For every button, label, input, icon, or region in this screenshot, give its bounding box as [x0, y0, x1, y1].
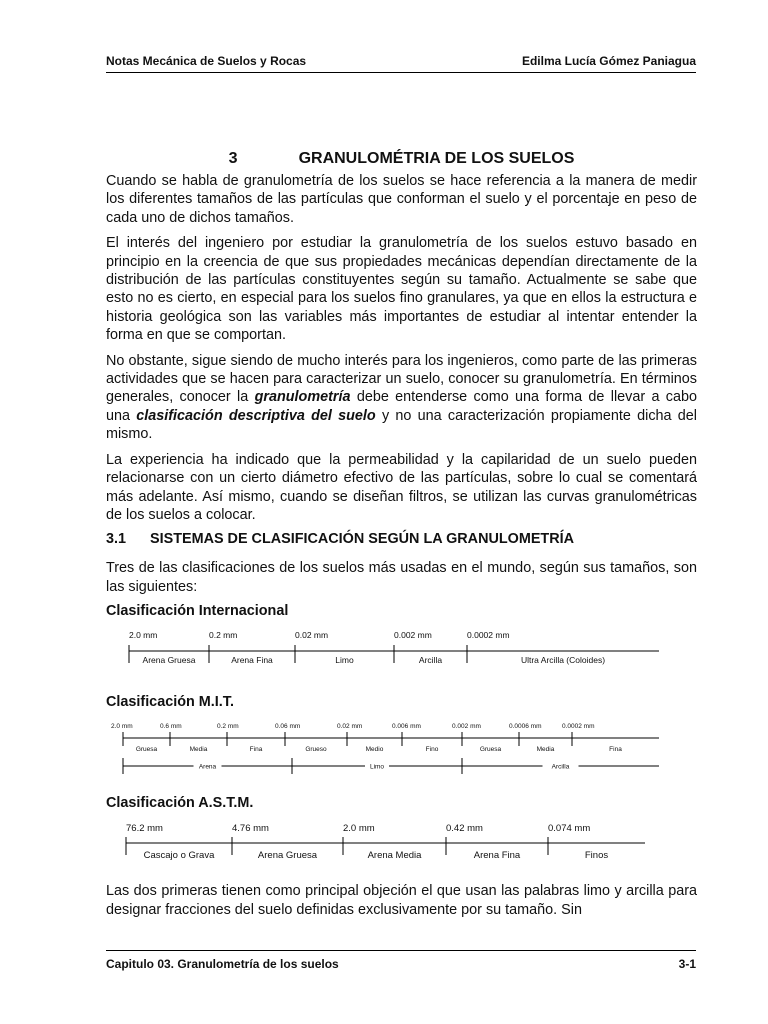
mit-group-label: Arcilla — [551, 763, 570, 771]
mit-subrange-label: Fino — [425, 746, 439, 754]
astm-range-label: Arena Gruesa — [257, 850, 318, 862]
scale-astm — [106, 819, 697, 867]
mit-subrange-label: Gruesa — [135, 746, 158, 754]
internacional-size-label: 2.0 mm — [129, 630, 158, 641]
astm-range-label: Arena Fina — [473, 850, 521, 862]
section-number: 3.1 — [106, 531, 127, 548]
mit-subrange-label: Grueso — [305, 746, 327, 754]
p3-text-a: No obstante, sigue siendo de mucho interés para los ingenieros, como parte de las primeras actividades que se hacen para caracterizar un suelo, conocer su granulometría. En términos generales, conocer la — [106, 352, 697, 406]
mit-subrange-label: Gruesa — [479, 746, 502, 754]
mit-size-label: 0.0006 mm — [509, 723, 542, 731]
astm-size-label: 0.42 mm — [446, 823, 483, 835]
footer-page-number: 3-1 — [678, 957, 696, 971]
mit-size-label: 2.0 mm — [111, 723, 133, 731]
paragraph-6: Las dos primeras tienen como principal objeción el que usan las palabras limo y arcilla para designar fracciones del suelo definidas exclusivamente por su tamaño. Sin — [106, 883, 697, 918]
mit-group-label: Limo — [369, 763, 385, 771]
p3-emphasis-clasificacion: clasificación descriptiva del suelo — [136, 407, 376, 424]
mit-size-label: 0.002 mm — [452, 723, 481, 731]
chapter-number: 3 — [228, 150, 238, 167]
paragraph-5: Tres de las clasificaciones de los suelos más usadas en el mundo, según sus tamaños, son las siguientes: — [106, 560, 697, 595]
internacional-range-label: Ultra Arcilla (Coloides) — [520, 655, 606, 666]
mit-size-label: 0.0002 mm — [562, 723, 595, 731]
astm-size-label: 4.76 mm — [232, 823, 269, 835]
internacional-size-label: 0.002 mm — [394, 630, 432, 641]
astm-size-label: 76.2 mm — [126, 823, 163, 835]
page-header — [106, 54, 696, 73]
chapter-title-text: GRANULOMÉTRIA DE LOS SUELOS — [298, 150, 575, 167]
header-right: Edilma Lucía Gómez Paniagua — [521, 54, 696, 68]
mit-size-label: 0.02 mm — [337, 723, 363, 731]
p3-text-c: debe entenderse como una forma de llevar a cabo una — [106, 389, 697, 424]
p3-text-e: y no una caracterización propiamente dicha del mismo. — [106, 407, 697, 443]
scale-title-astm: Clasificación A.S.T.M. — [106, 795, 254, 812]
astm-range-label: Finos — [584, 850, 609, 862]
astm-range-label: Cascajo o Grava — [143, 850, 215, 862]
scale-title-mit: Clasificación M.I.T. — [106, 694, 234, 711]
mit-subrange-label: Media — [189, 746, 208, 754]
astm-size-label: 2.0 mm — [343, 823, 375, 835]
mit-subrange-label: Fina — [609, 746, 622, 754]
paragraph-3 — [106, 352, 697, 444]
section-heading — [106, 531, 697, 547]
paragraph-1: Cuando se habla de granulometría de los suelos se hace referencia a la manera de medir los diferentes tamaños de las partículas que conforman el suelo y el porcentaje en peso de cada uno de dichos tamaños. — [106, 173, 697, 226]
page-footer — [106, 950, 696, 973]
mit-size-label: 0.6 mm — [160, 723, 182, 731]
footer-left: Capitulo 03. Granulometría de los suelos — [106, 957, 339, 971]
internacional-size-label: 0.02 mm — [295, 630, 329, 641]
mit-group-label: Arena — [198, 763, 217, 771]
section-title: SISTEMAS DE CLASIFICACIÓN SEGÚN LA GRANULOMETRÍA — [150, 531, 574, 548]
paragraph-2: El interés del ingeniero por estudiar la granulometría de los suelos estuvo basado en principio en la creencia de que sus propiedades mecánicas dependían directamente de la distribución de las partículas constituyentes según su tamaño. Actualmente se sabe que esto no es cierto, en especial para los suelos fino granulares, ya que en ellos la estructura e historia geológica son las variables más importantes de estudiar al intentar entender la forma en que se comportan. — [106, 235, 697, 344]
chapter-title — [106, 150, 697, 172]
internacional-size-label: 0.0002 mm — [467, 630, 510, 641]
internacional-size-label: 0.2 mm — [209, 630, 238, 641]
mit-subrange-label: Media — [536, 746, 555, 754]
internacional-range-label: Limo — [335, 655, 354, 666]
mit-size-label: 0.2 mm — [217, 723, 239, 731]
header-left: Notas Mecánica de Suelos y Rocas — [106, 54, 307, 68]
scale-internacional — [106, 627, 697, 675]
mit-subrange-label: Medio — [365, 746, 384, 754]
internacional-range-label: Arena Fina — [231, 655, 273, 666]
mit-size-label: 0.06 mm — [275, 723, 301, 731]
scale-mit — [106, 718, 697, 780]
page-body — [106, 150, 697, 926]
mit-subrange-label: Fina — [249, 746, 263, 754]
internacional-range-label: Arena Gruesa — [142, 655, 196, 666]
internacional-range-label: Arcilla — [418, 655, 443, 666]
mit-size-label: 0.006 mm — [392, 723, 421, 731]
astm-size-label: 0.074 mm — [548, 823, 591, 835]
scale-title-internacional: Clasificación Internacional — [106, 603, 289, 620]
p3-emphasis-granulometria: granulometría — [254, 389, 351, 406]
paragraph-4: La experiencia ha indicado que la permeabilidad y la capilaridad de un suelo pueden relacionarse con un cierto diámetro efectivo de las partículas, sobre lo cual se comentará más adelante. Así mismo, cuando se diseñan filtros, se utilizan las curvas granulométricas de los suelos a colocar. — [106, 451, 697, 523]
astm-range-label: Arena Media — [367, 850, 422, 862]
